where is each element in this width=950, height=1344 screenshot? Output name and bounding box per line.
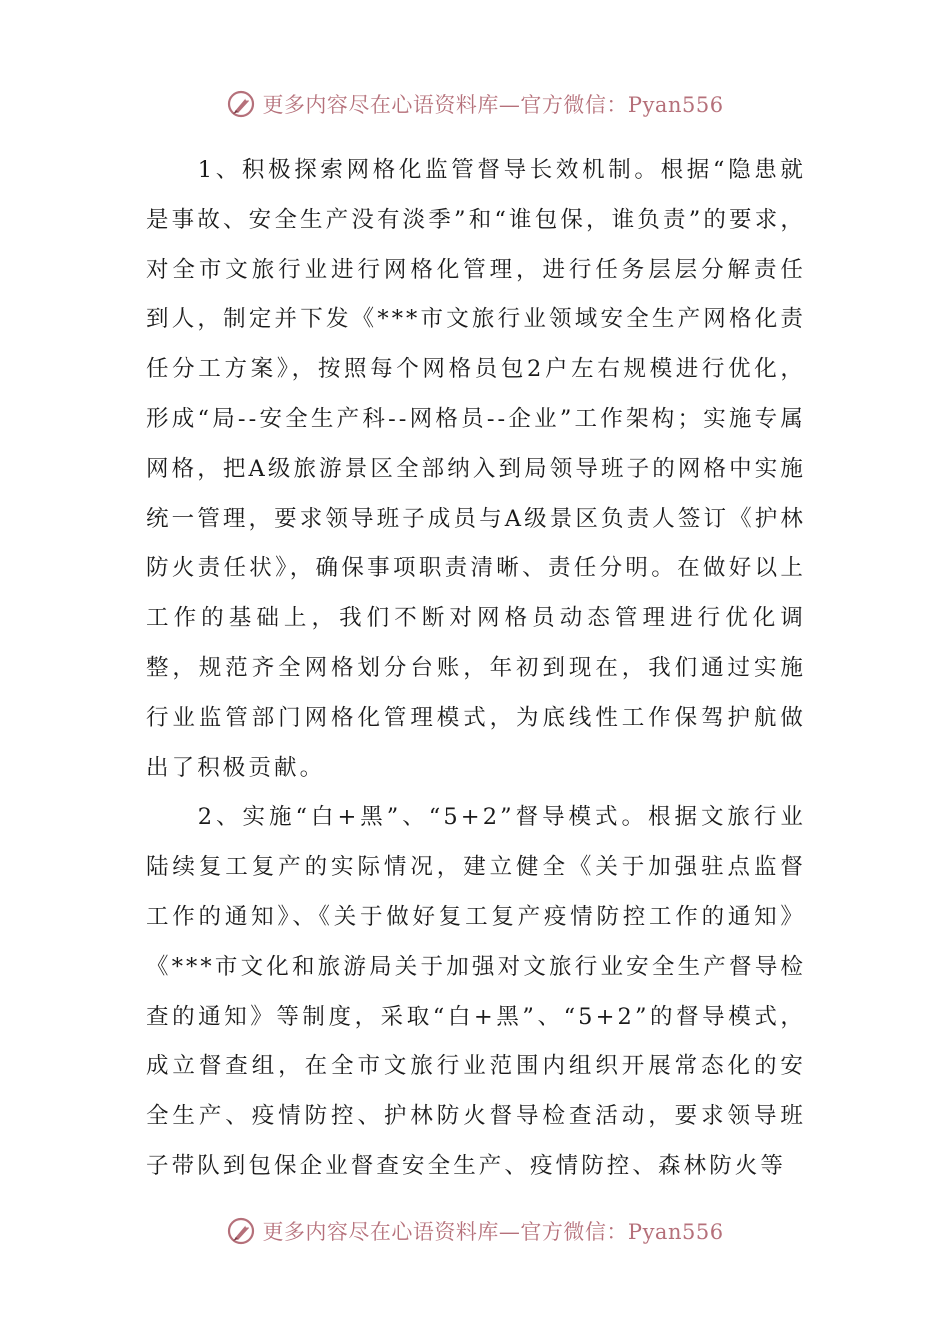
header-watermark-banner [0, 84, 950, 124]
document-body [146, 146, 806, 1192]
pen-nib-logo-icon [226, 1216, 256, 1246]
pen-nib-logo-icon [226, 89, 256, 119]
watermark-text: 更多内容尽在心语资料库—官方微信：Pyan556 [262, 1220, 724, 1244]
footer-watermark-banner [0, 1211, 950, 1251]
paragraph-1: 1、积极探索网格化监管督导长效机制。根据“隐患就是事故、安全生产没有淡季”和“谁包保，谁负责”的要求，对全市文旅行业进行网格化管理，进行任务层层分解责任到人，制定并下发《***市文旅行业领域安全生产网格化责任分工方案》，按照每个网格员包2户左右规模进行优化，形成“局--安全生产科--网格员--企业”工作架构；实施专属网格，把A级旅游景区全部纳入到局领导班子的网格中实施统一管理，要求领导班子成员与A级景区负责人签订《护林防火责任状》，确保事项职责清晰、责任分明。在做好以上工作的基础上，我们不断对网格员动态管理进行优化调整，规范齐全网格划分台账，年初到现在，我们通过实施行业监管部门网格化管理模式，为底线性工作保驾护航做出了积极贡献。 [146, 157, 806, 781]
watermark-text: 更多内容尽在心语资料库—官方微信：Pyan556 [262, 93, 724, 117]
paragraph-2: 2、实施“白+黑”、“5+2”督导模式。根据文旅行业陆续复工复产的实际情况，建立健全《关于加强驻点监督工作的通知》、《关于做好复工复产疫情防控工作的通知》《***市文化和旅游局关于加强对文旅行业安全生产督导检查的通知》等制度，采取“白+黑”、“5+2”的督导模式，成立督查组，在全市文旅行业范围内组织开展常态化的安全生产、疫情防控、护林防火督导检查活动，要求领导班子带队到包保企业督查安全生产、疫情防控、森林防火等 [146, 804, 806, 1179]
